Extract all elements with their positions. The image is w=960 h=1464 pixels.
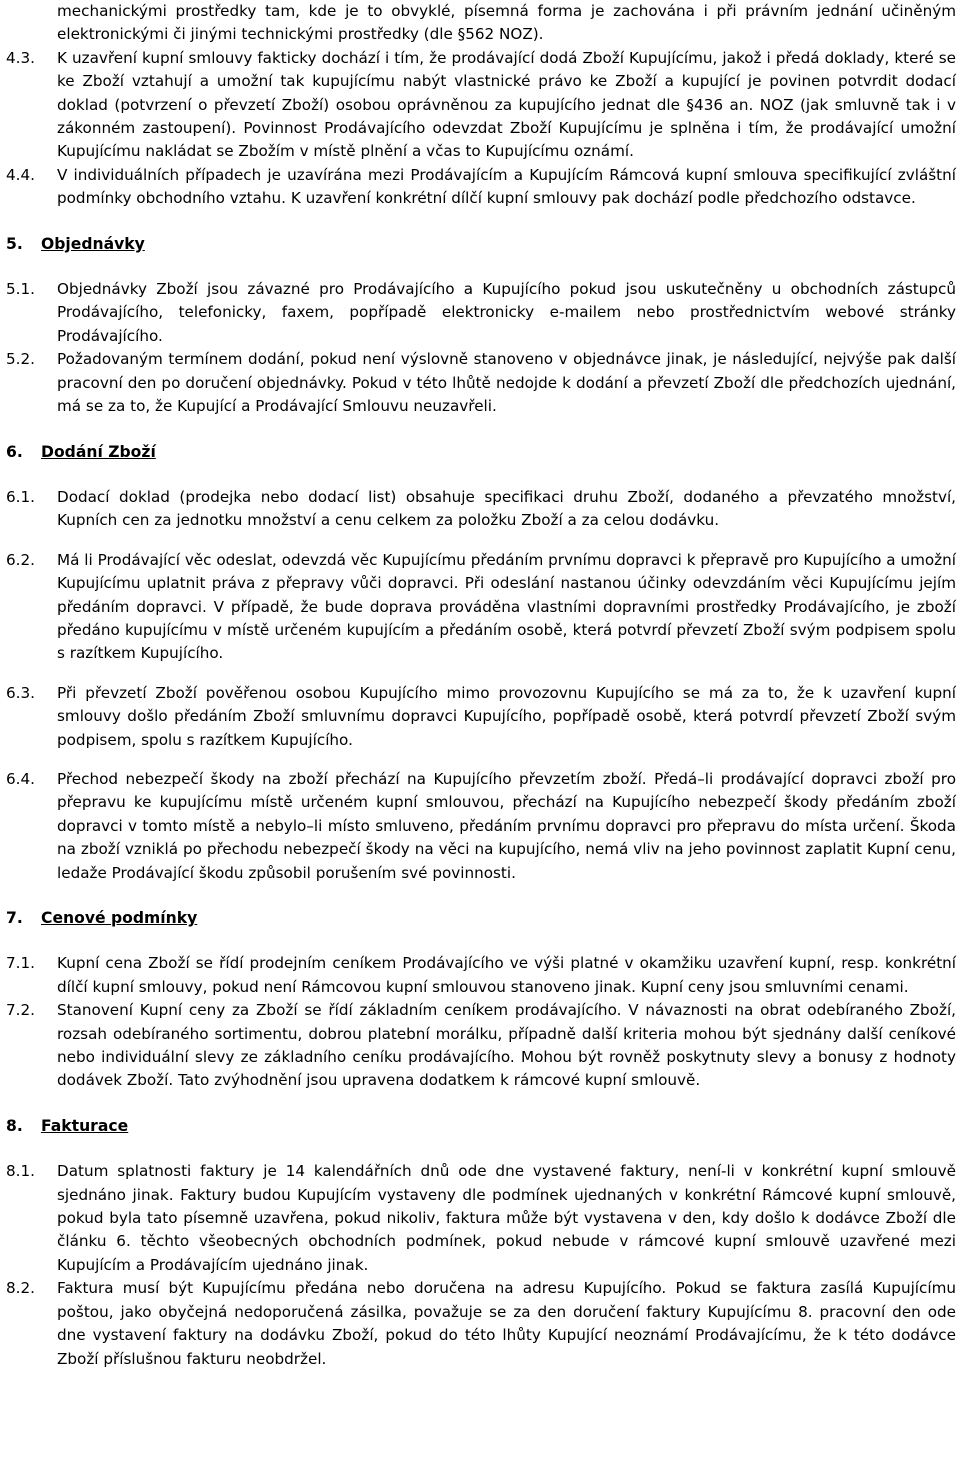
clause-6-4 [6,768,956,885]
clause-text: Požadovaným termínem dodání, pokud není výslovně stanoveno v objednávce jinak, je následující, nejvýše pak další pracovní den po doručení objednávky. Pokud v této lhůtě nedojde k dodání a převzetí Zboží dle předchozích ujednání, má se za to, že Kupující a Prodávající Smlouvu neuzavřeli. [57,350,956,416]
clause-number: 8.2. [6,1279,35,1298]
clause-4-3 [6,47,956,164]
clause-number: 6.4. [6,769,35,788]
clause-text: Kupní cena Zboží se řídí prodejním ceníkem Prodávajícího ve výši platné v okamžiku uzavření kupní, resp. konkrétní dílčí kupní smlouvy, pokud není Rámcovou kupní smlouvou stanoveno jinak. Kupní ceny jsou smluvními cenami. [57,954,956,996]
clause-7-2 [6,999,956,1093]
clause-text: Objednávky Zboží jsou závazné pro Prodávajícího a Kupujícího pokud jsou uskutečněny u obchodních zástupců Prodávajícího, telefonicky, faxem, popřípadě elektronicky e-mailem nebo prostřednictvím webové stránky Prodávajícího. [57,280,956,345]
clause-number: 5.2. [6,350,35,369]
clause-6-1 [6,486,956,533]
section-number: 5. [6,234,23,253]
clause-number: 6.2. [6,550,35,569]
document-page [6,0,956,1371]
clause-text: Datum splatnosti faktury je 14 kalendářních dnů ode dne vystavené faktury, není-li v konkrétní kupní smlouvě sjednáno jinak. Faktury budou Kupujícím vystaveny dle podmínek ujednaných v konkrétní Rámcové kupní smlouvě, pokud byla tato písemně uzavřena, pokud nikoliv, faktura může být vystavena v den, kdy došlo k dodávce Zboží dle článku 6. těchto všeobecných obchodních podmínek, pokud nebude v rámcové kupní smlouvě uzavřené mezi Kupujícím a Prodávajícím ujednáno jinak. [57,1162,956,1274]
clause-7-1 [6,952,956,999]
clause-5-2 [6,348,956,418]
clause-number: 7.1. [6,954,35,973]
clause-number: 4.3. [6,48,35,67]
section-heading-fakturace [6,1115,956,1138]
section-title: Fakturace [41,1116,129,1135]
clause-8-2 [6,1277,956,1371]
section-number: 8. [6,1116,23,1135]
clause-text: Faktura musí být Kupujícímu předána nebo doručena na adresu Kupujícího. Pokud se faktura zasílá Kupujícímu poštou, jako obyčejná nedoporučená zásilka, považuje se za den doručení faktury Kupujícímu 8. pracovní den ode dne vystavení faktury na dodávku Zboží, pokud do této lhůty Kupující neoznámí Prodávajícímu, že k této dodávce Zboží příslušnou fakturu neobdržel. [57,1279,956,1368]
clause-number: 7.2. [6,1001,35,1020]
clause-text: Má li Prodávající věc odeslat, odevzdá věc Kupujícímu předáním prvnímu dopravci k přepravě pro Kupujícího a umožní Kupujícímu uplatnit práva z přepravy vůči dopravci. Při odeslání nastanou účinky odevzdáním věci Kupujícímu jejím předáním dopravci. V případě, že bude doprava prováděna vlastními dopravními prostředky Prodávajícího, je zboží předáno kupujícímu v místě určeném kupujícím a předáním osobě, která potvrdí převzetí Zboží svým podpisem spolu s razítkem Kupujícího. [57,550,956,663]
clause-number: 6.1. [6,487,35,506]
clause-4-4 [6,164,956,211]
clause-text: Přechod nebezpečí škody na zboží přechází na Kupujícího převzetím zboží. Předá–li prodávající dopravci zboží pro přepravu ke kupujícímu místě určeném kupní smlouvou, přechází na Kupujícího nebezpečí škody předáním zboží dopravci v tomto místě a nebylo–li místo smluveno, předáním prvnímu dopravci pro přepravu do místa určení. Škoda na zboží vzniklá po přechodu nebezpečí škody na věci na kupujícího, nemá vliv na jeho povinnost zaplatit Kupní cenu, ledaže Prodávající škodu způsobil porušením své povinnosti. [57,769,956,882]
clause-number: 6.3. [6,683,35,702]
section-number: 7. [6,909,23,927]
clause-text: Při převzetí Zboží pověřenou osobou Kupujícího mimo provozovnu Kupujícího se má za to, že k uzavření kupní smlouvy došlo předáním Zboží smluvnímu dopravci Kupujícího, popřípadě osobě, která potvrdí převzetí Zboží svým podpisem, spolu s razítkem Kupujícího. [57,683,956,749]
clause-number: 8.1. [6,1162,35,1181]
clause-number: 4.4. [6,165,35,184]
clause-text: K uzavření kupní smlouvy fakticky dochází i tím, že prodávající dodá Zboží Kupujícímu, jakož i předá doklady, které se ke Zboží vztahují a umožní tak kupujícímu nabýt vlastnické právo ke Zboží a kupující je povinen potvrdit dodací doklad (potvrzení o převzetí Zboží) osobou oprávněnou za kupujícího jednat dle §436 an. NOZ (jak smluvně tak i v zákonném zastoupení). Povinnost Prodávajícího odevzdat Zboží Kupujícímu je splněna i tím, že prodávající umožní Kupujícímu nakládat se Zbožím v místě plnění a včas to Kupujícímu oznámí. [57,48,956,161]
section-heading-cenove-podminky [6,907,956,930]
clause-6-3 [6,682,956,752]
section-heading-objednavky [6,233,956,256]
section-heading-dodani-zbozi [6,441,956,464]
continuation-paragraph: mechanickými prostředky tam, kde je to obvyklé, písemná forma je zachována i při právním jednání učiněným elektronickými či jinými technickými prostředky (dle §562 NOZ). [57,2,956,44]
clause-text: V individuálních případech je uzavírána mezi Prodávajícím a Kupujícím Rámcová kupní smlouva specifikující zvláštní podmínky obchodního vztahu. K uzavření konkrétní dílčí kupní smlouvy pak dochází podle předchozího odstavce. [57,165,956,208]
clause-number: 5.1. [6,280,35,299]
section-title: Objednávky [41,234,145,253]
clause-text: Stanovení Kupní ceny za Zboží se řídí základním ceníkem prodávajícího. V návaznosti na obrat odebíraného Zboží, rozsah odebíraného sortimentu, dobrou platební morálku, případně další kriteria mohou být sjednány další ceníkové nebo individuální slevy ze základního ceníku prodávajícího. Mohou být rovněž poskytnuty slevy a bonusy z hodnoty dodávek Zboží. Tato zvýhodnění jsou upravena dodatkem k rámcové kupní smlouvě. [57,1001,956,1090]
clause-5-1 [6,278,956,348]
clause-8-1 [6,1160,956,1277]
section-number: 6. [6,442,23,461]
section-title: Dodání Zboží [41,442,156,461]
clause-6-2 [6,549,956,666]
section-title: Cenové podmínky [41,909,198,927]
clause-text: Dodací doklad (prodejka nebo dodací list) obsahuje specifikaci druhu Zboží, dodaného a převzatého množství, Kupních cen za jednotku množství a cenu celkem za položku Zboží a za celou dodávku. [57,487,956,530]
